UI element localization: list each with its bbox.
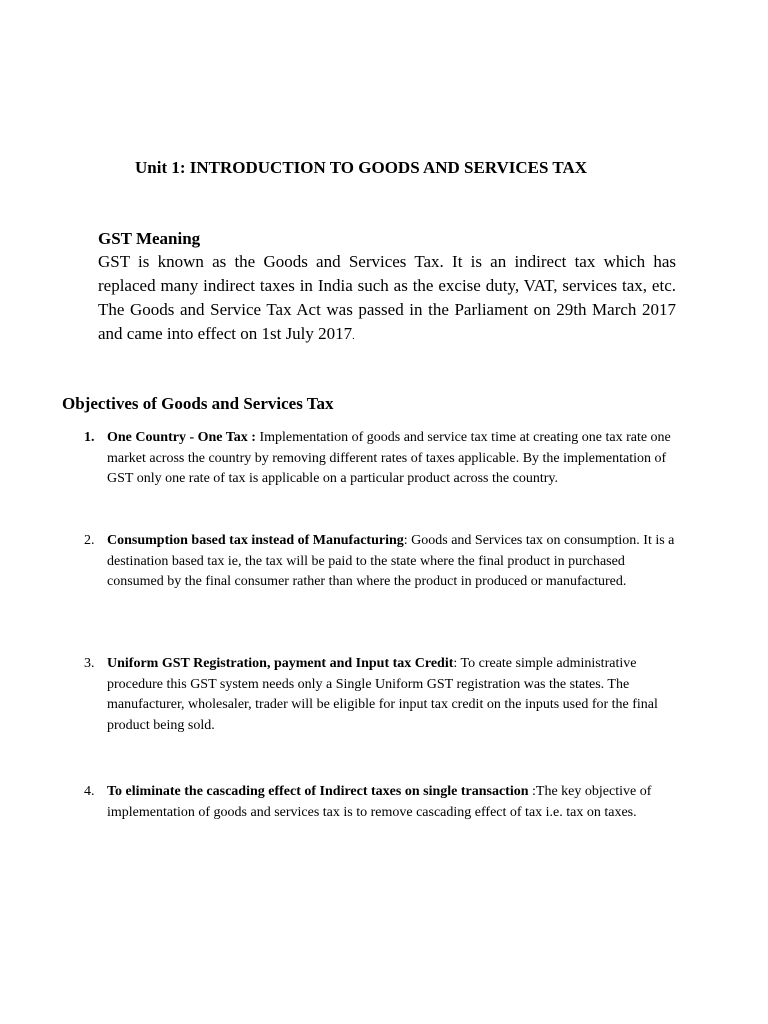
objective-number: 3. [84, 656, 95, 671]
objective-text [107, 782, 682, 823]
objective-title: One Country - One Tax : [107, 430, 256, 445]
gst-meaning-paragraph [98, 250, 676, 349]
gst-meaning-heading: GST Meaning [98, 229, 201, 248]
gst-meaning-text: GST is known as the Goods and Services Tax. It is an indirect tax which has replaced many indirect taxes in India such as the excise duty, VAT, services tax, etc. The Goods and Service Tax Act was passed in the Parliament on 29th March 2017 and came into effect on 1st July 2017 [98, 252, 676, 343]
objective-number: 1. [84, 430, 95, 445]
objective-number: 2. [84, 533, 95, 548]
objective-description: Implementation of goods and service tax time at creating one tax rate one market across the country by removing different rates of taxes applicable. By the implementation of GST only one rate of tax is applicable on a particular product across the country. [107, 430, 671, 486]
objective-text [107, 428, 682, 490]
gst-meaning-tail: . [352, 331, 355, 342]
objective-text [107, 531, 682, 593]
unit-title: Unit 1: INTRODUCTION TO GOODS AND SERVICES TAX [135, 158, 588, 177]
objective-title: Consumption based tax instead of Manufacturing [107, 533, 404, 548]
objectives-heading: Objectives of Goods and Services Tax [62, 394, 334, 413]
objective-description: : To create simple administrative procedure this GST system needs only a Single Uniform GST registration was the states. The manufacturer, wholesaler, trader will be eligible for input tax credit on the inputs used for the final product being sold. [107, 656, 658, 733]
objective-title: To eliminate the cascading effect of Indirect taxes on single transaction [107, 784, 529, 799]
objective-text [107, 654, 682, 736]
objective-description: :The key objective of implementation of goods and services tax is to remove cascading effect of tax i.e. tax on taxes. [107, 784, 652, 820]
objective-number: 4. [84, 784, 95, 799]
objective-description: : Goods and Services tax on consumption. It is a destination based tax ie, the tax will be paid to the state where the final product in purchased consumed by the final consumer rather than where the product in produced or manufactured. [107, 533, 675, 589]
objective-title: Uniform GST Registration, payment and Input tax Credit [107, 656, 454, 671]
